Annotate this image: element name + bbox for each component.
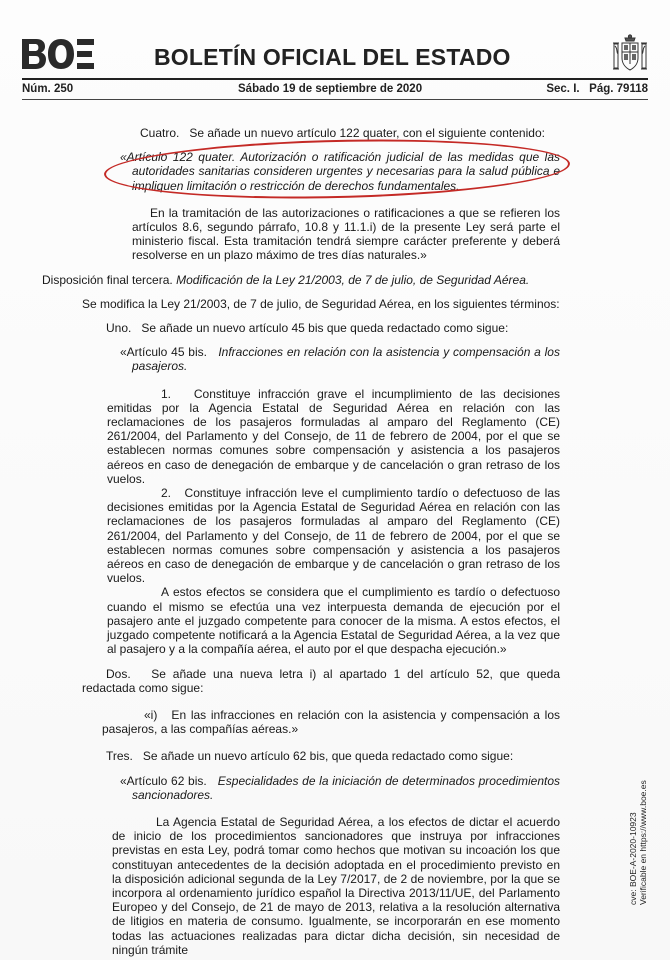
cve-code: cve: BOE-A-2020-10923 <box>628 812 638 905</box>
boe-header <box>22 34 648 78</box>
article-title: Especialidades de la iniciación de determinados procedimientos sancionadores. <box>132 773 561 802</box>
issue-number: Núm. 250 <box>22 83 74 95</box>
boe-logo <box>22 38 94 70</box>
verification-url: Verificable en https://www.boe.es <box>638 780 648 905</box>
article-122-quater-text: En la tramitación de las autorizaciones o ratificaciones a que se refieren los artículos 8.6, segundo párrafo, 10.8 y 11.1.i) de la presente Ley será parte el ministerio fiscal. Esta tramitación tendrá siempre carácter preferente y deberá resolverse en un plazo máximo de tres días naturales.» <box>132 205 560 263</box>
coat-of-arms-icon <box>612 34 648 76</box>
header-rule-bottom <box>22 99 648 100</box>
article-45-bis-effects: A estos efectos se considera que el cumplimiento es tardío o defectuoso cuando el mismo se efectúa una vez interpuesta demanda de ejecución por el pasajero ante el juzgado competente para conocer de la misma. A estos efectos, el juzgado competente notificará a la Agencia Estatal de Seguridad Aérea, a la vez que al pasajero y a la compañía aérea, el auto por el que despacha ejecución.» <box>107 585 560 657</box>
header-rule-top <box>22 78 648 80</box>
verification-note <box>628 780 648 905</box>
article-122-quater-heading: «Artículo 122 quater. Autorización o ratificación judicial de las medidas que las autoridades sanitarias consideren urgentes y necesarias para la salud pública e impliquen limitación o restricción de derechos fundamentales. <box>120 150 560 193</box>
provision-title: Modificación de la Ley 21/2003, de 7 de julio, de Seguridad Aérea. <box>176 272 530 287</box>
document-body <box>42 126 564 957</box>
law-modification-intro: Se modifica la Ley 21/2003, de 7 de julio, de Seguridad Aérea, en los siguientes términos: <box>82 296 560 311</box>
article-52-letter-i: «i) En las infracciones en relación con la asistencia y compensación a los pasajeros, a las compañías aéreas.» <box>102 707 564 737</box>
issue-date: Sábado 19 de septiembre de 2020 <box>238 83 423 95</box>
article-45-bis-point-2: 2. Constituye infracción leve el cumplimiento tardío o defectuoso de las decisiones emitidas por la Agencia Estatal de Seguridad Aérea en relación con las reclamaciones de los pasajeros formuladas al amparo del Reglamento (CE) 261/2004, del Parlamento y del Consejo, de 11 de febrero de 2004, por el que se establecen normas comunes sobre compensación y asistencia a los pasajeros aéreos en caso de denegación de embarque y de cancelación o gran retraso de los vuelos. <box>107 486 564 586</box>
amendment-three: Tres. Se añade un nuevo artículo 62 bis, que queda redactado como sigue: <box>106 749 514 764</box>
article-label: «Artículo 62 bis. <box>120 773 207 788</box>
header-meta <box>22 83 648 99</box>
amendment-four: Cuatro. Se añade un nuevo artículo 122 quater, con el siguiente contenido: <box>140 126 545 140</box>
article-title: Infracciones en relación con la asistencia y compensación a los pasajeros. <box>132 345 560 374</box>
gazette-title: BOLETÍN OFICIAL DEL ESTADO <box>154 44 511 70</box>
amendment-two: Dos. Se añade una nueva letra i) al apartado 1 del artículo 52, que queda redactada como sigue: <box>82 666 564 695</box>
final-provision-third <box>42 273 560 287</box>
article-62-bis-text: La Agencia Estatal de Seguridad Aérea, a los efectos de dictar el acuerdo de inicio de los procedimientos sancionadores que instruya por infracciones previstas en esta Ley, podrá tomar como hechos que motivan su incoación los que constituyan antecedentes de la decisión adoptada en el procedimiento previsto en la disposición adicional segunda de la Ley 7/2017, de 2 de noviembre, por la que se incorpora al ordenamiento jurídico español la Directiva 2013/11/UE, del Parlamento Europeo y del Consejo, de 21 de mayo de 2013, relativa a la resolución alternativa de litigios en materia de consumo. Igualmente, se incorporarán en ese momento todas las actuaciones realizadas para dictar dicha decisión, sin necesidad de ningún trámite <box>112 814 560 957</box>
section-page: Sec. I. Pág. 79118 <box>546 83 648 95</box>
article-label: «Artículo 45 bis. <box>120 345 207 360</box>
article-45-bis-heading <box>102 345 560 373</box>
article-45-bis-point-1: 1. Constituye infracción grave el incumplimiento de las decisiones emitidas por la Agencia Estatal de Seguridad Aérea en relación con las reclamaciones de los pasajeros formuladas al amparo del Reglamento (CE) 261/2004, del Parlamento y del Consejo, de 11 de febrero de 2004, por el que se establecen normas comunes sobre compensación y asistencia a los pasajeros aéreos en caso de denegación de embarque y de cancelación o gran retraso de los vuelos. <box>107 386 564 486</box>
amendment-one: Uno. Se añade un nuevo artículo 45 bis que queda redactado como sigue: <box>106 321 509 336</box>
article-62-bis-heading <box>102 774 560 802</box>
provision-label: Disposición final tercera. <box>42 272 173 287</box>
